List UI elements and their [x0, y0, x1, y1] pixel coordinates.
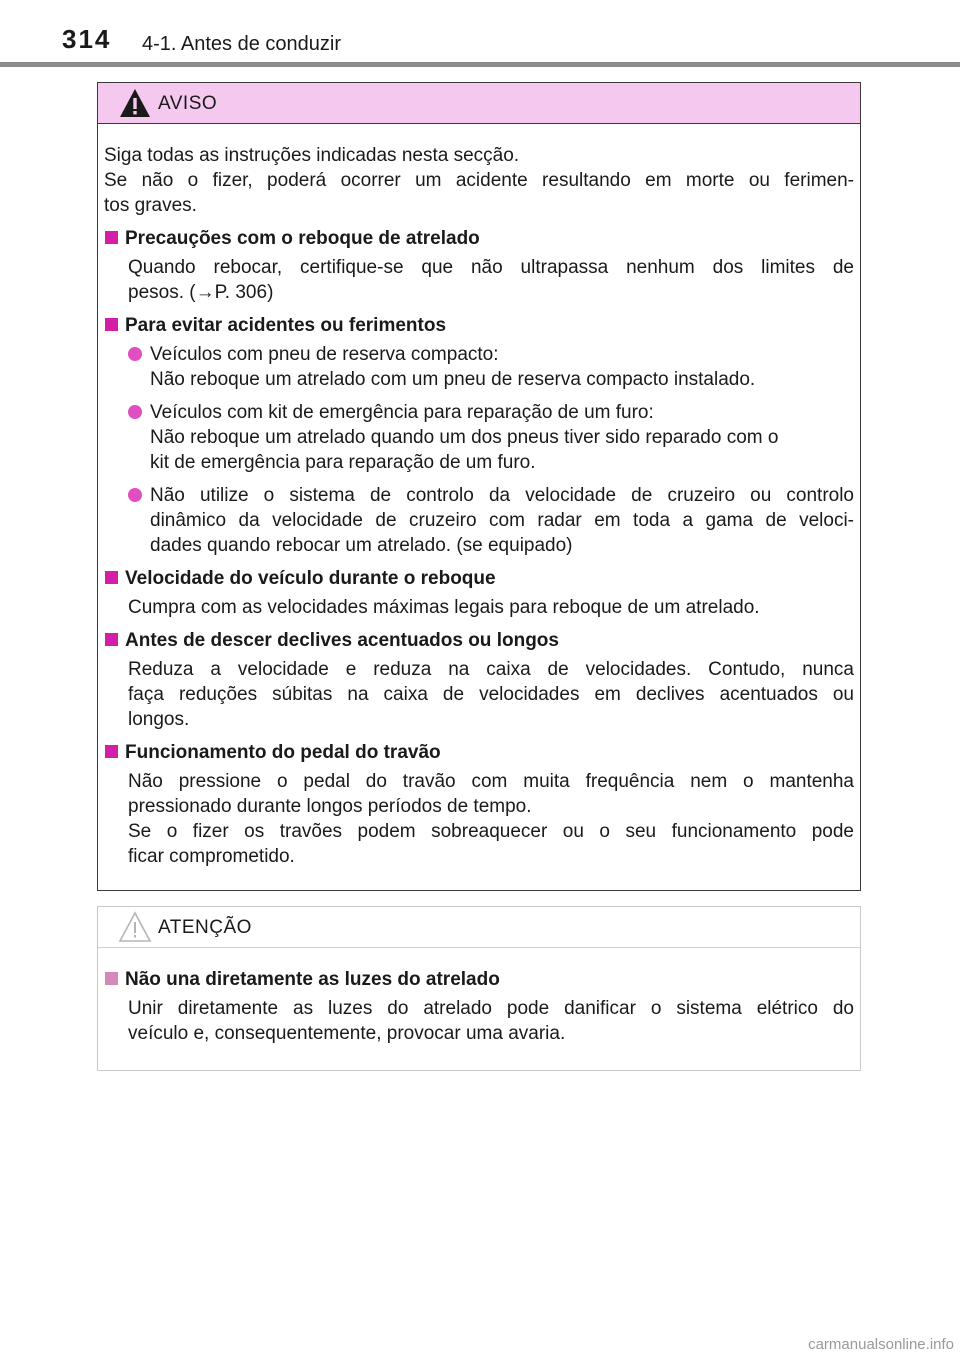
text-line: faça reduções súbitas na caixa de velocidades em declives acentuados ou [128, 684, 854, 705]
text-line: dades quando rebocar um atrelado. (se equipado) [150, 535, 573, 556]
section-heading [104, 628, 854, 653]
text-line: Veículos com pneu de reserva compacto: [150, 344, 499, 365]
text-line: kit de emergência para reparação de um furo. [150, 452, 536, 473]
text-line: dinâmico da velocidade de cruzeiro com radar em toda a gama de veloci- [150, 510, 854, 531]
heading-text: Velocidade do veículo durante o reboque [125, 568, 496, 589]
section-heading [104, 566, 854, 591]
text-line: Não pressione o pedal do travão com muita frequência nem o mantenha [128, 771, 854, 792]
text-line: ficar comprometido. [128, 846, 295, 867]
warning-body [98, 124, 860, 869]
round-bullet-icon [128, 347, 142, 361]
text-line: Reduza a velocidade e reduza na caixa de velocidades. Contudo, nunca [128, 659, 854, 680]
section-heading [104, 740, 854, 765]
square-bullet-icon [105, 633, 118, 646]
section-text [104, 595, 854, 620]
section-text [104, 996, 854, 1046]
heading-text: Funcionamento do pedal do travão [125, 742, 441, 763]
list-item [104, 400, 854, 475]
heading-text: Antes de descer declives acentuados ou longos [125, 630, 559, 651]
text-line: Não utilize o sistema de controlo da velocidade de cruzeiro ou controlo [150, 485, 854, 506]
watermark: carmanualsonline.info [808, 1336, 954, 1353]
text-line: pressionado durante longos períodos de tempo. [128, 796, 532, 817]
text-line: tos graves. [104, 195, 197, 216]
square-bullet-icon [105, 745, 118, 758]
section-text [104, 769, 854, 869]
text-line: pesos. (→P. 306) [128, 282, 274, 303]
text-line: veículo e, consequentemente, provocar uma avaria. [128, 1023, 566, 1044]
text-line: Se o fizer os travões podem sobreaquecer ou o seu funcionamento pode [128, 821, 854, 842]
heading-text: Para evitar acidentes ou ferimentos [125, 315, 447, 336]
warning-box-header [98, 83, 860, 124]
text-line: Veículos com kit de emergência para reparação de um furo: [150, 402, 654, 423]
text-line: Cumpra com as velocidades máximas legais para reboque de um atrelado. [128, 597, 760, 618]
section-text [104, 255, 854, 305]
caution-box-header [98, 907, 860, 948]
warning-label: AVISO [158, 93, 218, 114]
header-rule [0, 62, 960, 67]
text-line: Se não o fizer, poderá ocorrer um acidente resultando em morte ou ferimen- [104, 170, 854, 191]
section-heading [104, 967, 854, 992]
warning-box [97, 82, 861, 891]
list-item [104, 342, 854, 392]
text-line: Quando rebocar, certifique-se que não ultrapassa nenhum dos limites de [128, 257, 854, 278]
text-line: Não reboque um atrelado com um pneu de reserva compacto instalado. [150, 369, 756, 390]
warning-intro [104, 143, 854, 218]
caution-triangle-icon [118, 911, 152, 943]
warning-triangle-icon [118, 87, 152, 119]
square-bullet-icon [105, 318, 118, 331]
square-bullet-icon [105, 571, 118, 584]
heading-text: Precauções com o reboque de atrelado [125, 228, 480, 249]
square-bullet-icon [105, 972, 118, 985]
square-bullet-icon [105, 231, 118, 244]
text-line: Unir diretamente as luzes do atrelado pode danificar o sistema elétrico do [128, 998, 854, 1019]
page-header [0, 0, 960, 68]
section-heading [104, 313, 854, 338]
round-bullet-icon [128, 488, 142, 502]
heading-text: Não una diretamente as luzes do atrelado [125, 969, 500, 990]
list-item [104, 483, 854, 558]
text-line: Siga todas as instruções indicadas nesta secção. [104, 145, 520, 166]
caution-body [98, 948, 860, 1046]
section-text [104, 657, 854, 732]
caution-box [97, 906, 861, 1071]
section-heading [104, 226, 854, 251]
text-line: longos. [128, 709, 190, 730]
caution-label: ATENÇÃO [158, 917, 252, 938]
round-bullet-icon [128, 405, 142, 419]
page-number: 314 [62, 24, 112, 54]
text-line: Não reboque um atrelado quando um dos pneus tiver sido reparado com o [150, 427, 779, 448]
section-title: 4-1. Antes de conduzir [142, 33, 342, 55]
